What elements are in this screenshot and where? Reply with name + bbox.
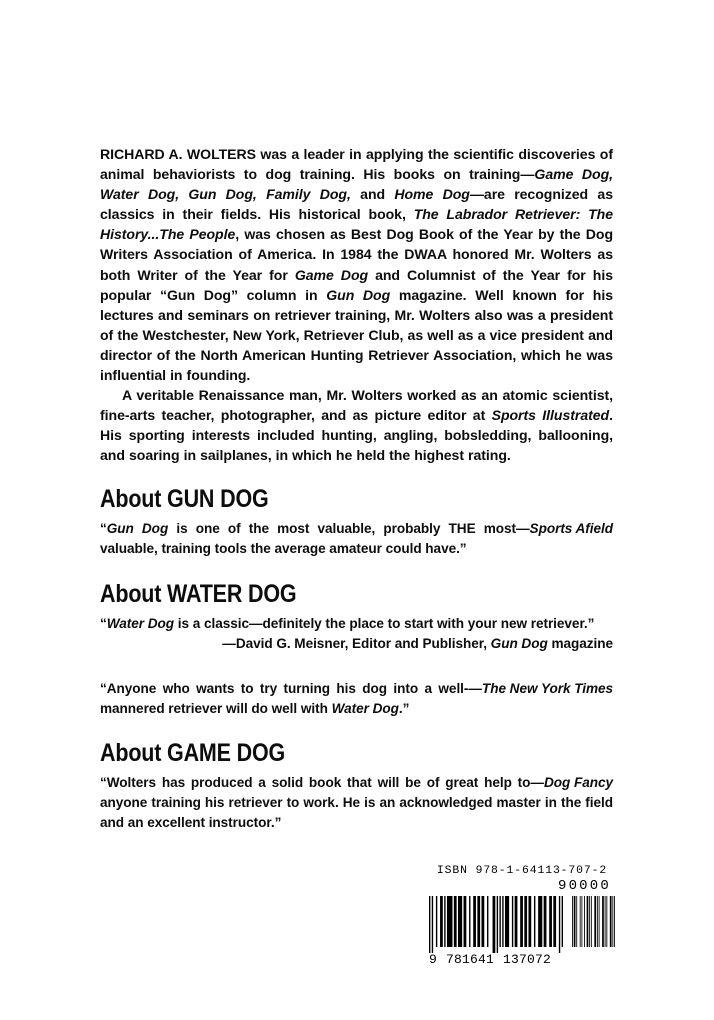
italic-title: Home Dog: [394, 186, 470, 203]
ean-first-digit: 9: [429, 952, 438, 967]
quote-attribution: —The New York Times: [468, 680, 613, 696]
quote-attribution: —Dog Fancy: [530, 775, 613, 791]
ean5-addon-barcode: [572, 896, 615, 953]
cover-text-column: [100, 144, 613, 833]
italic-title: Gun Dog: [326, 286, 391, 303]
author-bio-paragraph-2: A veritable Renaissance man, Mr. Wolters worked as an atomic scientist, fine-arts teacher, photographer, and as picture editor at Sports Illustrated. His sporting interests included hunting, angling, bobsledding, ballooning, and soaring in sailplanes, in which he held the highest rating.: [100, 387, 613, 464]
ean-left-group: 781641: [446, 952, 495, 967]
quote-attribution: —David G. Meisner, Editor and Publisher, Gun Dog magazine: [222, 635, 613, 651]
ean13-barcode: [429, 896, 563, 968]
italic-title: Sports Illustrated: [491, 407, 610, 424]
price-addon-label: 90000: [557, 878, 611, 894]
italic-title: Water Dog: [106, 615, 175, 631]
ean-right-group: 137072: [503, 952, 552, 967]
review-quote-game-dog: —Dog Fancy “Wolters has produced a solid book that will be of great help to anyone training his retriever to work. He is an acknowledged master in the field and an excellent instructor.”: [100, 775, 613, 831]
review-quote-gun-dog: —Sports Afield “Gun Dog is one of the most valuable, probably THE most valuable, training tools the average amateur could have.”: [100, 520, 613, 556]
isbn-number-label: ISBN 978-1-64113-707-2: [436, 865, 608, 877]
ean5-bars-svg: [572, 896, 615, 953]
italic-title: Water Dog: [331, 700, 399, 716]
section-heading-water-dog: About WATER DOG: [100, 579, 297, 608]
italic-title: Game Dog, Water Dog, Gun Dog, Family Dog,: [100, 166, 614, 203]
quote-attribution: —Sports Afield: [516, 520, 613, 536]
barcode-bars-row: [429, 896, 615, 968]
italic-title: The Labrador Retriever: The History...The People: [100, 206, 613, 243]
section-heading-game-dog: About GAME DOG: [100, 739, 286, 768]
italic-title: Gun Dog: [490, 635, 548, 651]
author-bio-paragraph-1: RICHARD A. WOLTERS was a leader in applying the scientific discoveries of animal behaviorists to dog training. His books on training—Game Dog, Water Dog, Gun Dog, Family Dog, and Home Dog—are recognized as classics in their fields. His historical book, The Labrador Retriever: The History...The People, was chosen as Best Dog Book of the Year by the Dog Writers Association of America. In 1984 the DWAA honored Mr. Wolters as both Writer of the Year for Game Dog and Columnist of the Year for his popular “Gun Dog” column in Gun Dog magazine. Well known for his lectures and seminars on retriever training, Mr. Wolters also was a president of the Westchester, New York, Retriever Club, as well as a vice president and director of the North American Hunting Retriever Association, which he was influential in founding.: [100, 146, 614, 384]
review-quote-water-dog-1: “Water Dog is a classic—definitely the place to start with your new retriever.” —David G. Meisner, Editor and Publisher, Gun Dog magazine: [100, 614, 613, 654]
ean13-bars-svg: [429, 896, 563, 953]
italic-title: Gun Dog: [106, 520, 169, 536]
italic-title: Game Dog: [294, 266, 369, 283]
isbn-barcode-block: [429, 864, 615, 968]
review-quote-water-dog-2: —The New York Times “Anyone who wants to try turning his dog into a well-mannered retriever will do well with Water Dog.”: [100, 680, 613, 716]
section-heading-gun-dog: About GUN DOG: [100, 484, 269, 513]
